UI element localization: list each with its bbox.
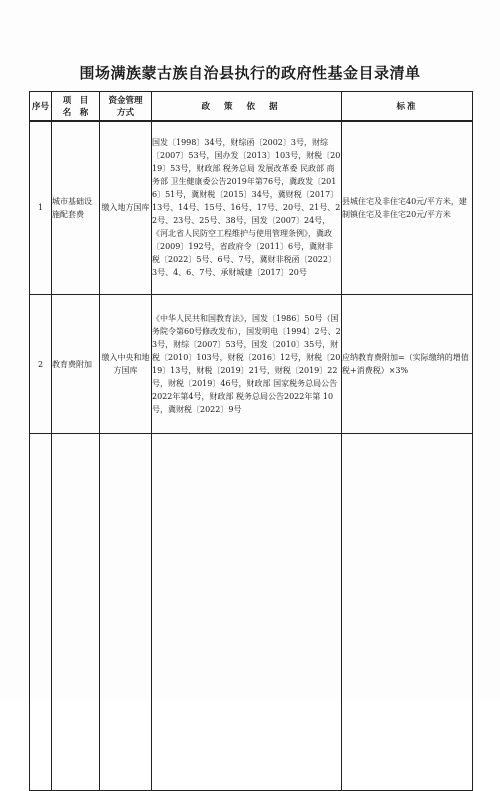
header-item-name: 项 目 名 称 xyxy=(52,92,100,122)
empty-cell xyxy=(152,434,342,791)
row-fund-management: 缴入中央和地方国库 xyxy=(100,295,152,434)
empty-cell xyxy=(52,434,100,791)
header-seq: 序号 xyxy=(30,92,52,122)
row-policy-basis: 《中华人民共和国教育法》，国发〔1986〕50号（国务院令第60号修改发布），国发明电〔1994〕2号、23号，财综〔2007〕53号，国发〔2010〕35号，财税〔2010〕103号，财税〔2016〕12号，财税〔2019〕13号，财税〔2019〕21号，财税〔2019〕22号，财税〔2019〕46号，财政部 国家税务总局公告2022年第4号，财政部 税务总局公告2022年第 10 号，冀财税〔2022〕9号 xyxy=(152,295,342,434)
header-policy-basis: 政策依据 xyxy=(152,92,342,122)
empty-cell xyxy=(30,434,52,791)
row-standard: 县城住宅及非住宅40元/平方米，建制镇住宅及非住宅20元/平方米 xyxy=(342,121,473,295)
row-item-name: 教育费附加 xyxy=(52,295,100,434)
table-row xyxy=(30,121,473,295)
header-standard: 标准 xyxy=(342,92,473,122)
row-seq: 2 xyxy=(30,295,52,434)
fund-list-body xyxy=(29,120,473,791)
empty-cell xyxy=(100,434,152,791)
row-fund-management: 缴入地方国库 xyxy=(100,121,152,295)
fund-list-table xyxy=(29,91,473,122)
row-standard: 应纳教育费附加=（实际缴纳的增值税+消费税）×3% xyxy=(342,295,473,434)
document-title: 围场满族蒙古族自治县执行的政府性基金目录清单 xyxy=(79,64,421,82)
table-header-row xyxy=(30,92,473,122)
row-seq: 1 xyxy=(30,121,52,295)
table-row-empty xyxy=(30,434,473,791)
table-row xyxy=(30,295,473,434)
row-policy-basis: 国发〔1998〕34号，财综函〔2002〕3号，财综〔2007〕53号，国办发〔2013〕103号，财税〔2019〕53号，财政部 税务总局 发展改革委 民政部 商务部 卫生健康委公告2019年第76号，冀政发〔2016〕51号，冀财税〔2015〕34号，冀财税〔2017〕13号、14号、15号、16号、17号、20号、21号、22号、23号、25号、38号，国发〔2007〕24号，《河北省人民防空工程维护与使用管理条例》，冀政〔2009〕192号，省政府令〔2011〕6号，冀财非税〔2022〕5号、6号、7号，冀财非税函〔2022〕3号、4、6、7号、承财城建〔2017〕20号 xyxy=(152,121,342,295)
empty-cell xyxy=(342,434,473,791)
header-fund-management: 资金管理 方式 xyxy=(100,92,152,122)
row-item-name: 城市基础设施配套费 xyxy=(52,121,100,295)
